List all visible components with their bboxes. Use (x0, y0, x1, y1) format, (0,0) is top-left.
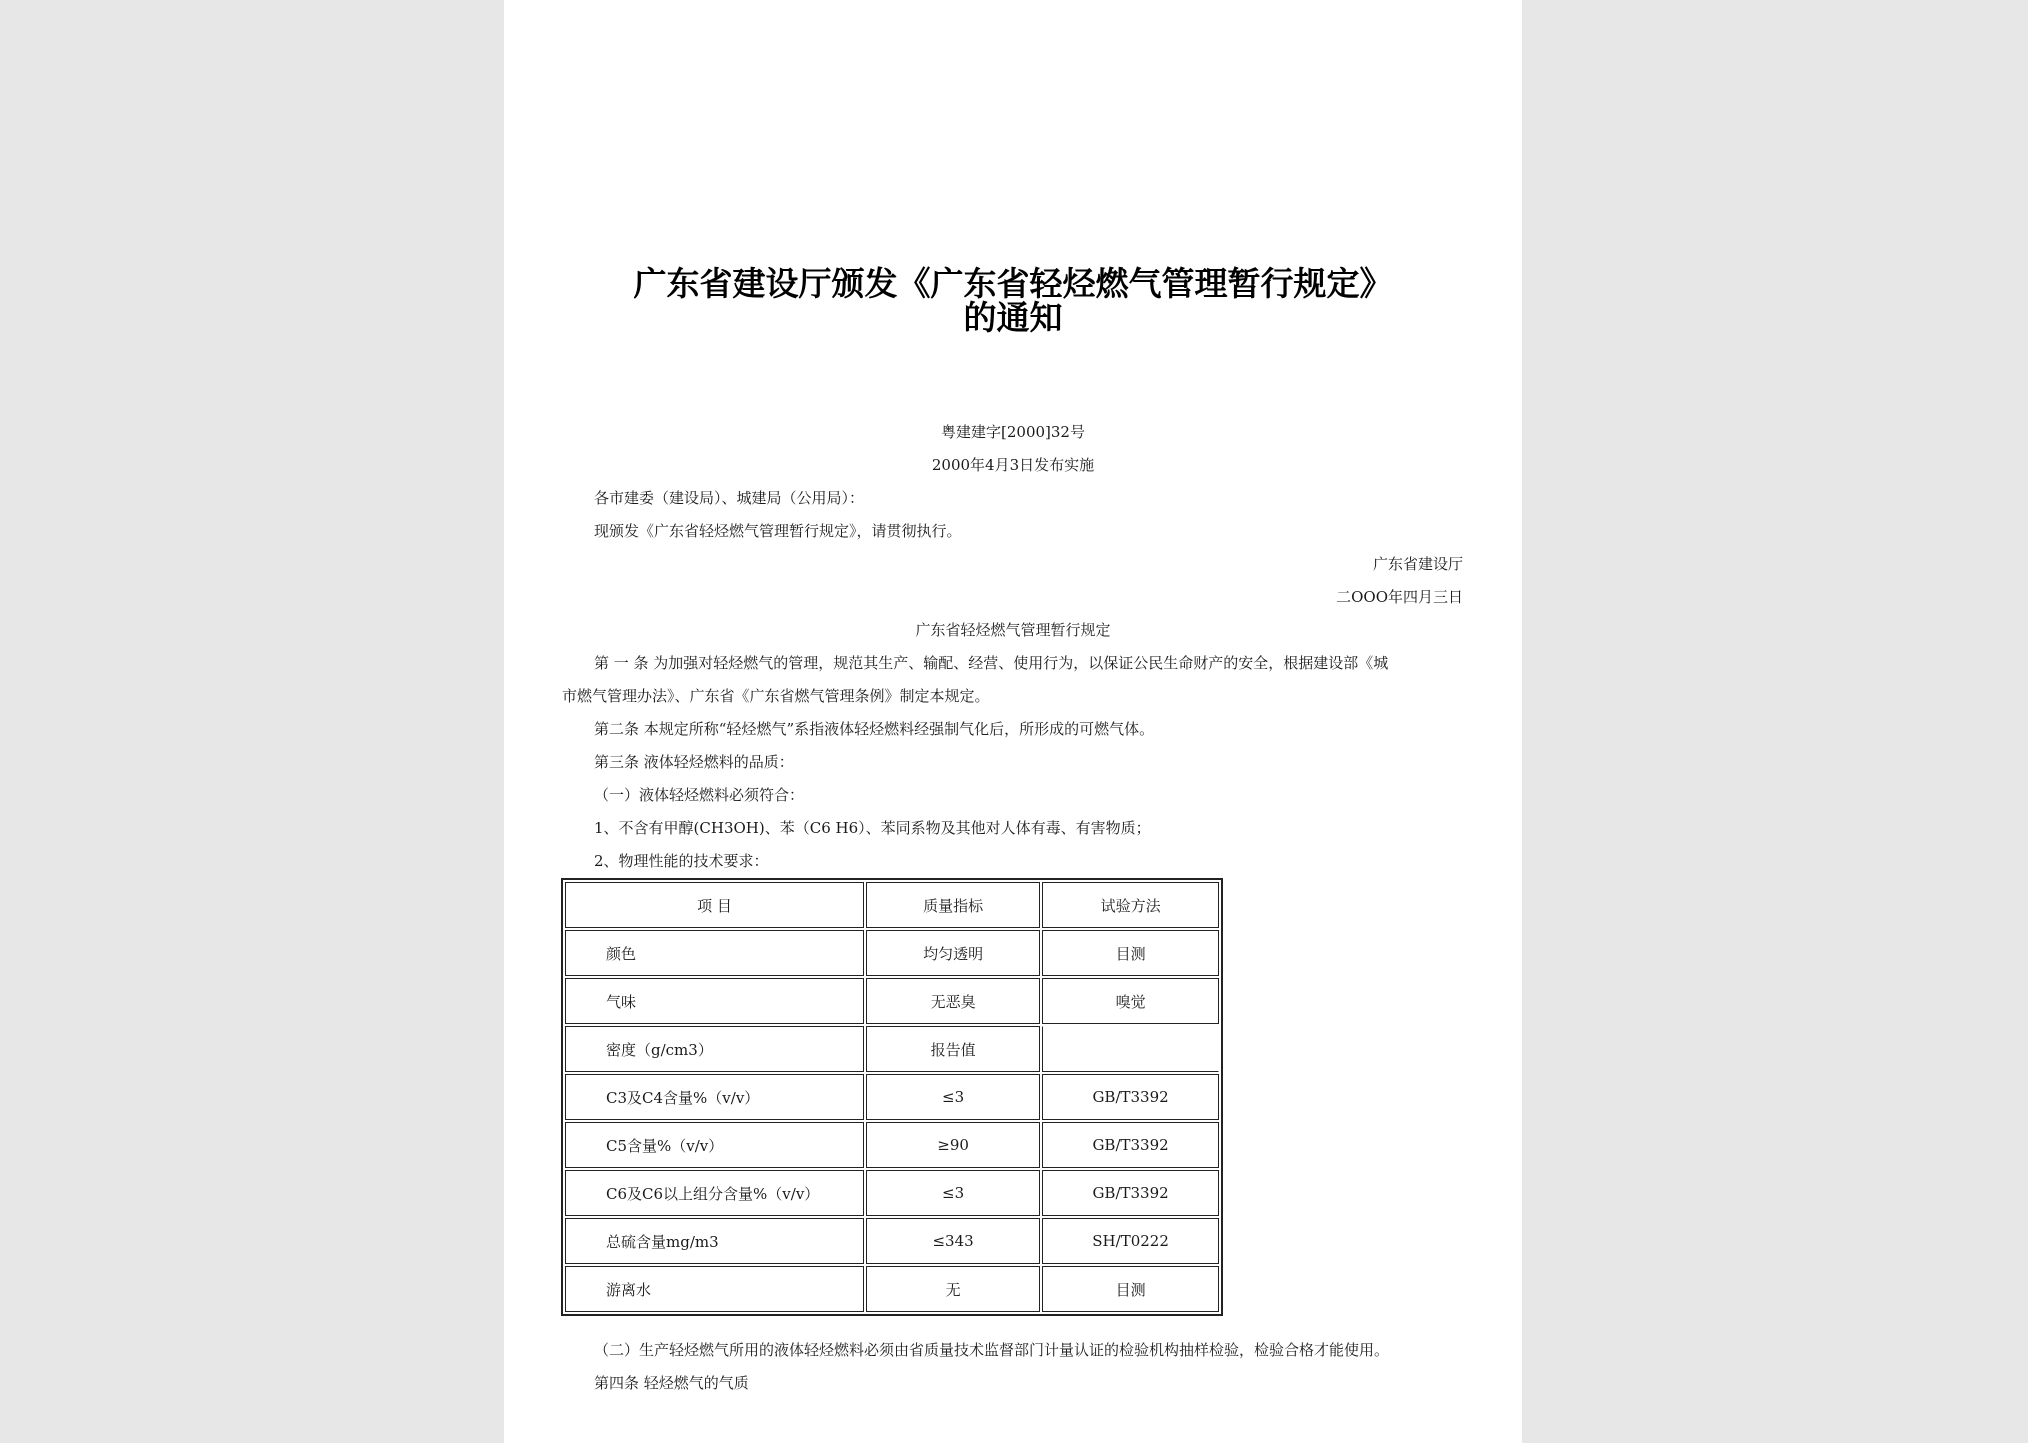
cell-index: 均匀透明 (866, 930, 1040, 976)
notice-title-line2: 的通知 (963, 298, 1063, 337)
addressee: 各市建委（建设局）、城建局（公用局）： (594, 489, 865, 507)
article-2: 第二条 本规定所称“轻烃燃气”系指液体轻烃燃料经强制气化后，所形成的可燃气体。 (594, 720, 1155, 738)
cell-item: 气味 (565, 978, 864, 1024)
cell-item: C3及C4含量%（v/v） (565, 1074, 864, 1120)
cell-index: ≤343 (866, 1218, 1040, 1264)
article-1-line2: 市燃气管理办法》、广东省《广东省燃气管理条例》制定本规定。 (562, 687, 990, 705)
cell-item: C6及C6以上组分含量%（v/v） (565, 1170, 864, 1216)
cell-method: SH/T0222 (1042, 1218, 1219, 1264)
cell-index: 报告值 (866, 1026, 1040, 1072)
cell-item: 密度（g/cm3） (565, 1026, 864, 1072)
article-3-item-2: 2、物理性能的技术要求： (594, 852, 769, 870)
instruction: 现颁发《广东省轻烃燃气管理暂行规定》，请贯彻执行。 (594, 522, 962, 540)
table-row (565, 1170, 1219, 1216)
table-row (565, 978, 1219, 1024)
signature-org: 广东省建设厅 (1372, 555, 1463, 573)
header-test-method: 试验方法 (1042, 882, 1219, 928)
cell-index: 无恶臭 (866, 978, 1040, 1024)
table-row (565, 1218, 1219, 1264)
issue-date: 2000年4月3日发布实施 (931, 456, 1095, 474)
header-item: 项 目 (565, 882, 864, 928)
cell-item: C5含量%（v/v） (565, 1122, 864, 1168)
table-row (565, 930, 1219, 976)
cell-method: GB/T3392 (1042, 1170, 1219, 1216)
document-number: 粤建建字[2000]32号 (941, 423, 1085, 441)
table-row (565, 1122, 1219, 1168)
article-3: 第三条 液体轻烃燃料的品质： (594, 753, 794, 771)
table-header-row (565, 882, 1219, 928)
article-4: 第四条 轻烃燃气的气质 (594, 1374, 749, 1392)
article-3-item-1: 1、不含有甲醇(CH3OH)、苯（C6 H6）、苯同系物及其他对人体有毒、有害物质； (594, 819, 1151, 837)
regulation-title: 广东省轻烃燃气管理暂行规定 (915, 621, 1111, 639)
article-1-line1: 第 一 条 为加强对轻烃燃气的管理，规范其生产、输配、经营、使用行为，以保证公民生命财产的安全，根据建设部《城 (594, 654, 1389, 672)
article-3-clause-1: （一）液体轻烃燃料必须符合： (594, 786, 805, 804)
notice-title-line1: 广东省建设厅颁发《广东省轻烃燃气管理暂行规定》 (633, 264, 1393, 303)
cell-method: 嗅觉 (1042, 978, 1219, 1024)
cell-method: GB/T3392 (1042, 1074, 1219, 1120)
table-row (565, 1266, 1219, 1312)
spec-table (561, 878, 1223, 1316)
header-quality-index: 质量指标 (866, 882, 1040, 928)
signature-date: 二OOO年四月三日 (1336, 588, 1463, 606)
cell-index: 无 (866, 1266, 1040, 1312)
cell-index: ≥90 (866, 1122, 1040, 1168)
cell-method (1042, 1026, 1219, 1072)
cell-item: 总硫含量mg/m3 (565, 1218, 864, 1264)
cell-index: ≤3 (866, 1074, 1040, 1120)
cell-item: 颜色 (565, 930, 864, 976)
document-page (504, 0, 1522, 1443)
cell-method: GB/T3392 (1042, 1122, 1219, 1168)
table-row (565, 1026, 1219, 1072)
cell-method: 目测 (1042, 1266, 1219, 1312)
cell-method: 目测 (1042, 930, 1219, 976)
cell-item: 游离水 (565, 1266, 864, 1312)
article-3-clause-2: （二）生产轻烃燃气所用的液体轻烃燃料必须由省质量技术监督部门计量认证的检验机构抽样检验，检验合格才能使用。 (594, 1341, 1390, 1359)
table-row (565, 1074, 1219, 1120)
cell-index: ≤3 (866, 1170, 1040, 1216)
